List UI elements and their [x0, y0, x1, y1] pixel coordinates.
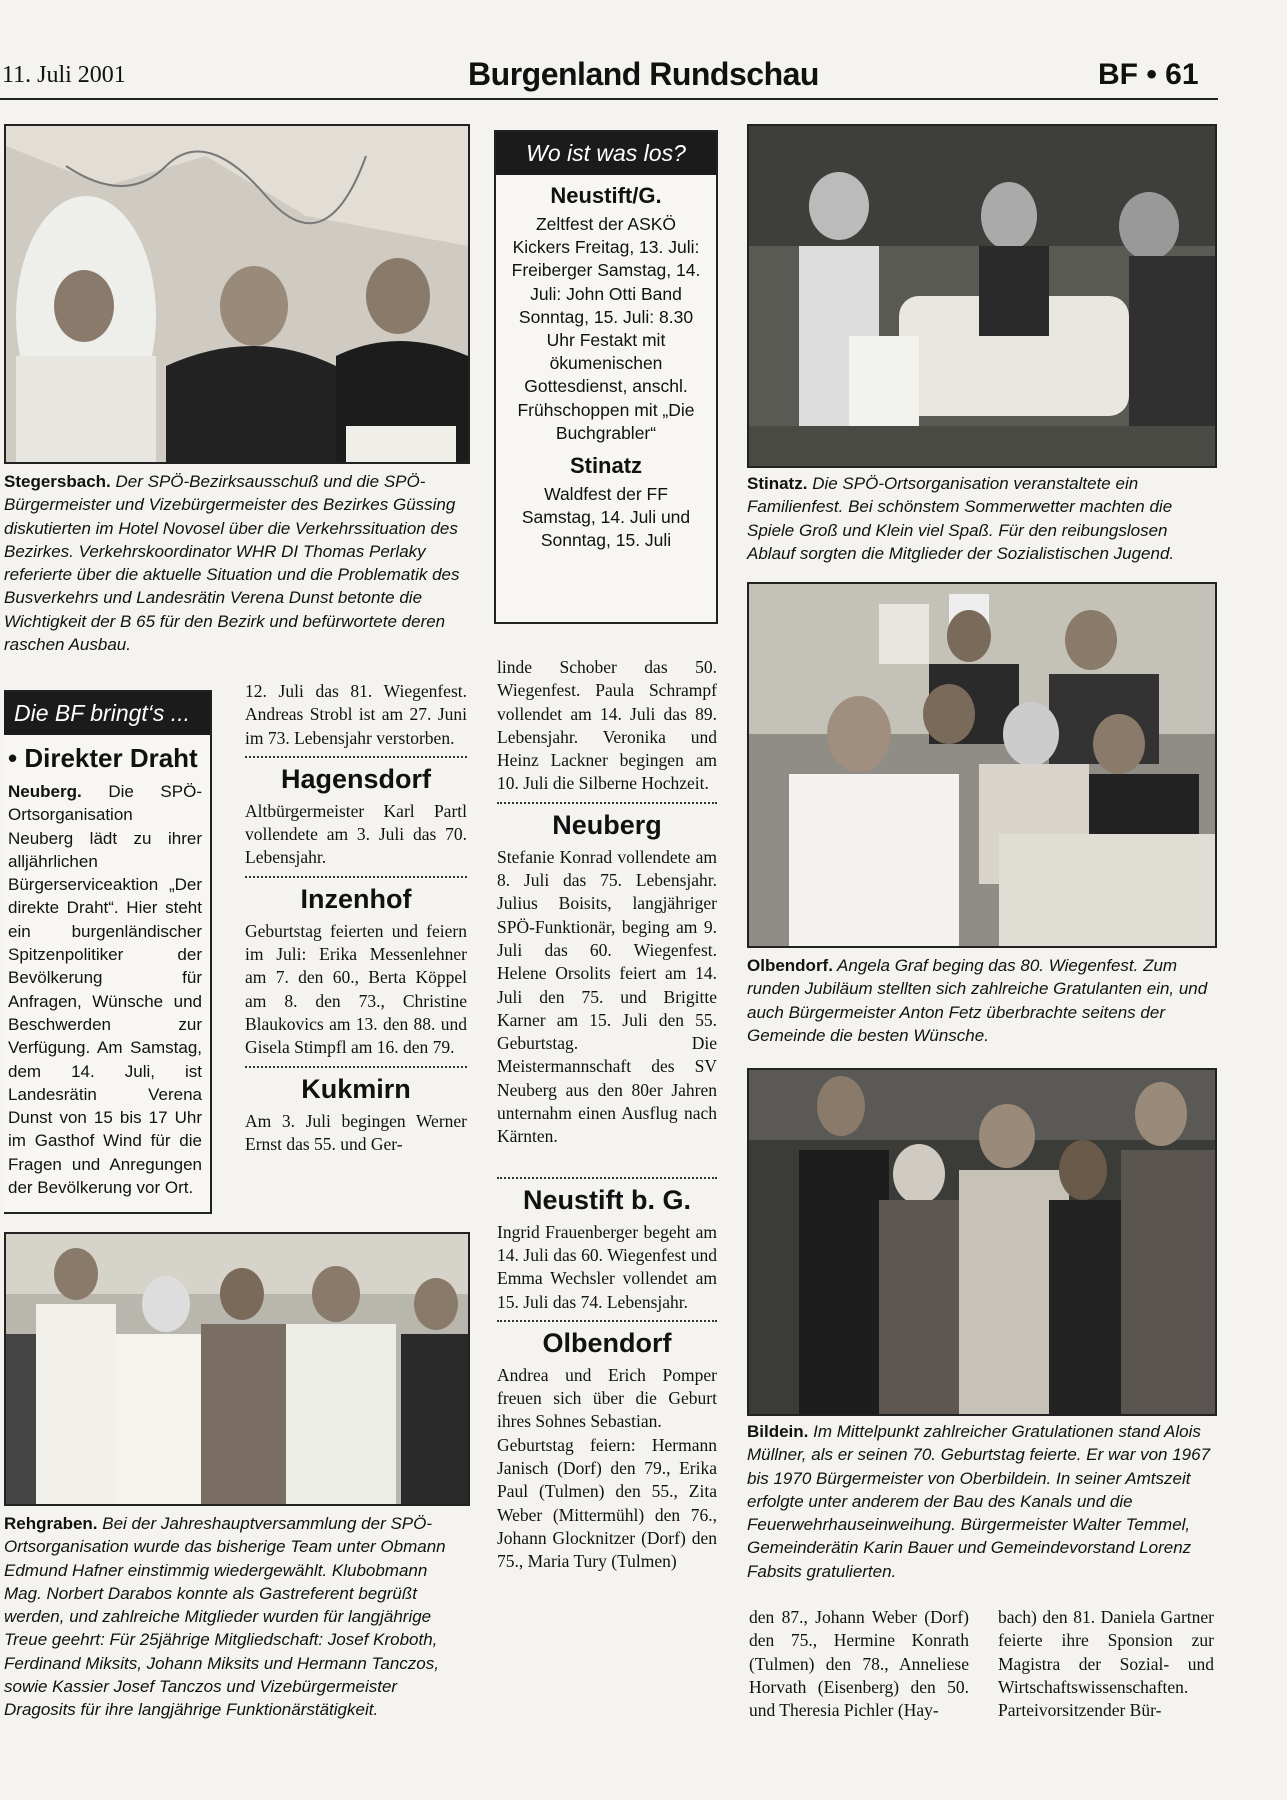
center-intro: linde Schober das 50. Wiegenfest. Paula Schrampf vollendet am 14. Juli das 89. Lebensjahr. Veronika und Heinz Lackner begingen am 10. Juli die Silberne Hochzeit. — [497, 657, 717, 794]
text-neustift: Ingrid Frauenberger begeht am 14. Juli das 60. Wiegenfest und Emma Wechsler vollendet am 15. Juli das 74. Lebensjahr. — [497, 1221, 717, 1312]
text-inzenhof: Geburtstag feierten und feiern im Juli: Erika Messenlehner am 7. den 60., Berta Köppel am 8. den 73., Christine Blaukovics am 13. den 88. und Gisela Stimpfl am 16. den 79. — [245, 920, 467, 1058]
divider — [245, 1066, 467, 1068]
caption-text: Angela Graf beging das 80. Wiegenfest. Zum runden Jubiläum stellten sich zahlreiche Gratulanten ein, und auch Bürgermeister Anton Fetz überbrachte seitens der Gemeinde die besten Wünsche. — [747, 956, 1208, 1045]
caption-place: Rehgraben. — [4, 1514, 98, 1533]
caption-place: Stinatz. — [747, 474, 808, 493]
heading-inzenhof: Inzenhof — [300, 883, 412, 914]
photo-bildein — [747, 1068, 1217, 1416]
heading-neuberg: Neuberg — [552, 809, 662, 840]
event-item — [496, 451, 716, 553]
event-text: Zeltfest der ASKÖ Kickers Freitag, 13. Juli: Freiberger Samstag, 14. Juli: John Otti Band Sonntag, 15. Juli: 8.30 Uhr Festakt mit ökumenischen Gottesdienst, anschl. Frühschoppen mit „Die Buchgrabler“ — [511, 214, 701, 443]
heading-olbendorf: Olbendorf — [542, 1327, 672, 1358]
events-title: Wo ist was los? — [496, 132, 716, 175]
page-number: BF • 61 — [1098, 58, 1199, 91]
column-bottom-right-2 — [998, 1606, 1214, 1722]
photo-olbendorf — [747, 582, 1217, 948]
heading-hagensdorf: Hagensdorf — [280, 763, 432, 794]
newspaper-title: Burgenland Rundschau — [468, 56, 819, 92]
event-text: Waldfest der FF Samstag, 14. Juli und Sonntag, 15. Juli — [521, 484, 691, 551]
header-rule — [0, 98, 1218, 100]
photo-stegersbach — [4, 124, 470, 464]
caption-place: Olbendorf. — [747, 956, 833, 975]
caption-stegersbach — [4, 470, 466, 656]
events-box — [494, 130, 718, 624]
column-center — [497, 656, 717, 1574]
divider — [245, 756, 467, 758]
issue-date: 11. Juli 2001 — [2, 62, 126, 88]
divider — [245, 876, 467, 878]
event-place: Stinatz — [569, 453, 643, 479]
heading-neustift: Neustift b. G. — [523, 1184, 691, 1215]
divider — [497, 1320, 717, 1322]
caption-text: Der SPÖ-Bezirksausschuß und die SPÖ-Bürgermeister und Vizebürgermeister des Bezirkes Güssing diskutierten im Hotel Novosel über die Verkehrssituation des Bezirkes. Verkehrskoordinator WHR DI Thomas Perlaky referierte über die aktuelle Situation und die Problematik des Busverkehrs und Landesrätin Verena Dunst betonte die Wichtigkeit der B 65 für den Bezirk und befürwortete deren raschen Ausbau. — [4, 472, 460, 655]
bf-box — [4, 690, 212, 1214]
text-olbendorf-2: Geburtstag feiern: Hermann Janisch (Dorf) den 79., Erika Paul (Tulmen) den 55., Zita Weber (Mittermühl) den 76., Johann Glocknitzer (Dorf) den 75., Maria Tury (Tulmen) — [497, 1434, 717, 1572]
divider — [497, 802, 717, 804]
bf-box-body — [8, 780, 202, 1199]
text-kukmirn: Am 3. Juli begingen Werner Ernst das 55. und Ger- — [245, 1110, 467, 1154]
text-hagensdorf: Altbürgermeister Karl Partl vollendete am 3. Juli das 70. Lebensjahr. — [245, 800, 467, 868]
text-olbendorf-1: Andrea und Erich Pomper freuen sich über die Geburt ihres Sohnes Sebastian. — [497, 1364, 717, 1432]
caption-place: Bildein. — [747, 1422, 809, 1441]
bf-box-heading: • Direkter Draht — [8, 743, 198, 773]
caption-stinatz — [747, 472, 1213, 565]
column-mid — [245, 680, 467, 1156]
heading-kukmirn: Kukmirn — [301, 1073, 411, 1104]
event-place: Neustift/G. — [550, 183, 662, 208]
divider — [497, 1177, 717, 1179]
mid-intro: 12. Juli das 81. Wiegenfest. Andreas Strobl ist am 27. Juni im 73. Lebensjahr verstorben. — [245, 681, 467, 748]
caption-text: Die SPÖ-Ortsorganisation veranstaltete ein Familienfest. Bei schönstem Sommerwetter machten die Spiele Groß und Klein viel Spaß. Für den reibungslosen Ablauf sorgten die Mitglieder der Sozialistischen Jugend. — [747, 474, 1175, 563]
bf-box-place: Neuberg. — [8, 782, 82, 801]
caption-text: Bei der Jahreshauptversammlung der SPÖ-Ortsorganisation wurde das bisherige Team unter Obmann Edmund Hafner einstimmig wiedergewählt. Klubobmann Mag. Norbert Darabos konnte als Gastreferent begrüßt werden, und zahlreiche Mitglieder wurden für langjährige Treue geehrt: Für 25jährige Mitgliedschaft: Josef Kroboth, Ferdinand Miksits, Johann Miksits und Hermann Tanczos, sowie Kassier Josef Tanczos und Vizebürgermeister Dragosits für ihre langjährige Funktionärstätigkeit. — [4, 1514, 446, 1720]
caption-rehgraben — [4, 1512, 466, 1722]
caption-text: Im Mittelpunkt zahlreicher Gratulationen stand Alois Müllner, als er seinen 70. Geburtstag feierte. Er war von 1967 bis 1970 Bürgermeister von Oberbildein. In seiner Amtszeit erfolgte unter anderem der Bau des Kanals und die Feuerwehrhauseinweihung. Bürgermeister Walter Temmel, Gemeinderätin Karin Bauer und Gemeindevorstand Lorenz Fabsits gratulierten. — [747, 1422, 1211, 1581]
caption-bildein — [747, 1420, 1213, 1583]
column-bottom-right-1 — [749, 1606, 969, 1722]
bottom-right-text-1: den 87., Johann Weber (Dorf) den 75., Hermine Konrath (Tulmen) den 78., Anneliese Horvath (Eisenberg) den 50. und Theresia Pichler (Hay- — [749, 1607, 969, 1721]
caption-olbendorf — [747, 954, 1213, 1047]
photo-stinatz — [747, 124, 1217, 468]
text-neuberg: Stefanie Konrad vollendete am 8. Juli das 75. Lebensjahr. Julius Boisits, langjähriger SPÖ-Funktionär, beging am 9. Juli das 60. Wiegenfest. Helene Orsolits feiert am 14. Juli den 75. und Brigitte Karner am 15. Juli den 55. Geburtstag. Die Meistermannschaft des SV Neuberg aus den 80er Jahren unternahm einen Ausflug nach Kärnten. — [497, 846, 717, 1147]
photo-rehgraben — [4, 1232, 470, 1506]
caption-place: Stegersbach. — [4, 472, 111, 491]
bottom-right-text-2: bach) den 81. Daniela Gartner feierte ihre Sponsion zur Magistra der Sozial- und Wirtschaftswissenschaften. Parteivorsitzender Bür- — [998, 1607, 1214, 1721]
bf-box-title: Die BF bringt‘s ... — [4, 692, 210, 735]
event-item — [496, 181, 716, 445]
bf-box-text: Die SPÖ-Ortsorganisation Neuberg lädt zu ihrer alljährlichen Bürgerserviceaktion „Der direkte Draht“. Hier steht ein burgenländischer Spitzenpolitiker der Bevölkerung für Anfragen, Wünsche und Beschwerden zur Verfügung. Am Samstag, dem 14. Juli, ist Landesrätin Verena Dunst von 15 bis 17 Uhr im Gasthof Wind für die Fragen und Anregungen der Bevölkerung vor Ort. — [8, 782, 202, 1198]
